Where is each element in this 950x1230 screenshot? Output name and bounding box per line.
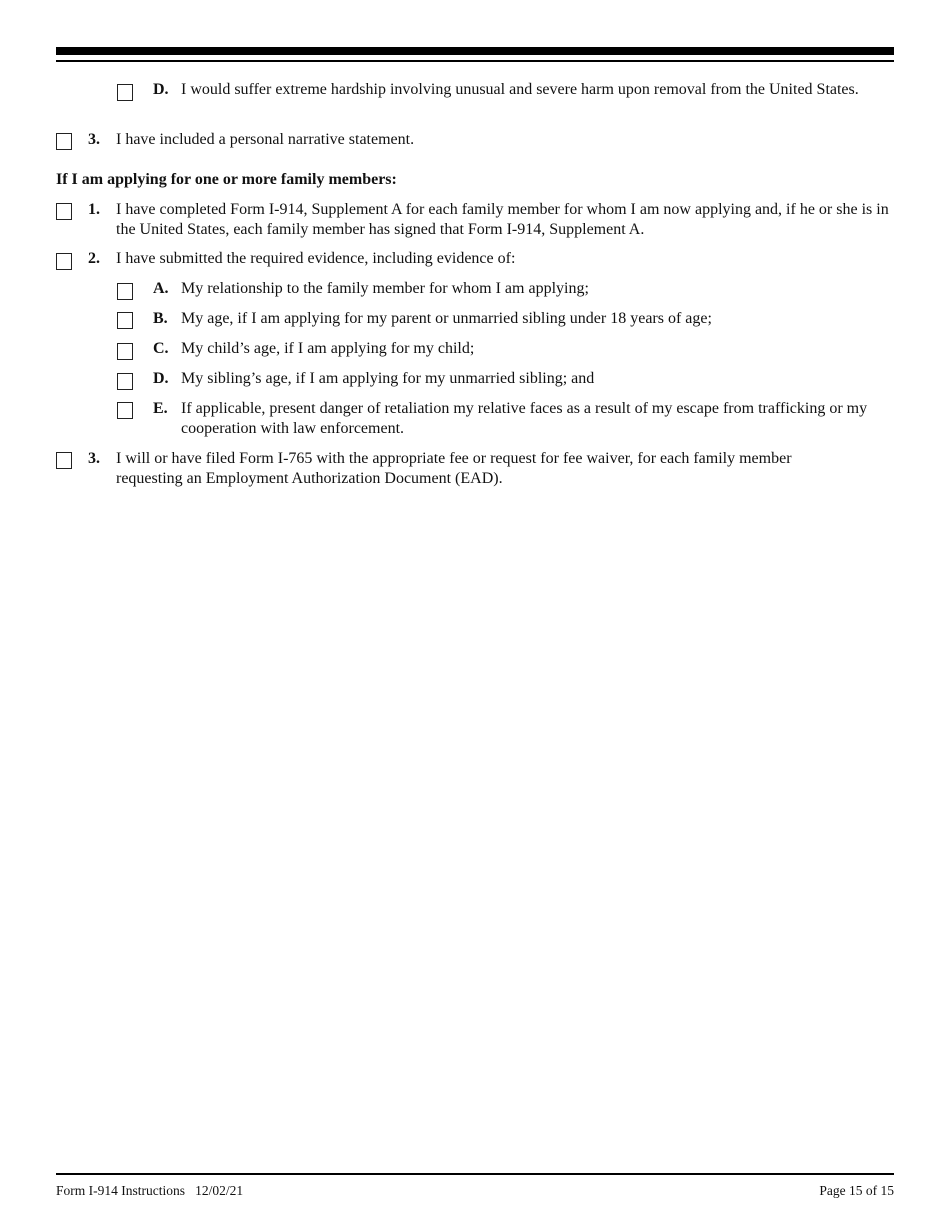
item-text: I would suffer extreme hardship involving unusual and severe harm upon removal from the United States. [181, 81, 859, 98]
checkbox-d-sibling[interactable] [117, 373, 133, 390]
item-label: D. [153, 370, 169, 387]
footer-rule [56, 1173, 894, 1175]
checkbox-3-narrative[interactable] [56, 133, 72, 150]
item-label: B. [153, 310, 168, 327]
item-label: D. [153, 81, 169, 98]
checkbox-c-child[interactable] [117, 343, 133, 360]
checkbox-a-relationship[interactable] [117, 283, 133, 300]
item-label: A. [153, 280, 169, 297]
item-label: 1. [88, 201, 100, 218]
item-text: I have completed Form I-914, Supplement A for each family member for whom I am now applying and, if he or she is in the United States, each family member has signed that Form I-914, Supplement A. [116, 201, 889, 238]
checkbox-e-danger[interactable] [117, 402, 133, 419]
section-heading: If I am applying for one or more family members: [56, 171, 397, 188]
checkbox-d-hardship[interactable] [117, 84, 133, 101]
item-label: 2. [88, 250, 100, 267]
item-text: My age, if I am applying for my parent or unmarried sibling under 18 years of age; [181, 310, 712, 327]
item-text: My sibling’s age, if I am applying for my unmarried sibling; and [181, 370, 595, 387]
top-rule-thin [56, 60, 894, 62]
item-label: 3. [88, 131, 100, 148]
item-text: I will or have filed Form I-765 with the appropriate fee or request for fee waiver, for each family member requesting an Employment Authorization Document (EAD). [116, 450, 792, 487]
checkbox-2-evidence[interactable] [56, 253, 72, 270]
item-text: I have submitted the required evidence, including evidence of: [116, 250, 516, 267]
checkbox-b-age[interactable] [117, 312, 133, 329]
top-rule-thick [56, 47, 894, 55]
checkbox-1-supplement[interactable] [56, 203, 72, 220]
item-label: C. [153, 340, 169, 357]
item-label: 3. [88, 450, 100, 467]
footer-page-number: Page 15 of 15 [819, 1183, 894, 1198]
item-text: If applicable, present danger of retaliation my relative faces as a result of my escape from trafficking or my cooperation with law enforcement. [181, 400, 868, 437]
item-label: E. [153, 400, 168, 417]
item-text: I have included a personal narrative statement. [116, 131, 415, 148]
item-text: My child’s age, if I am applying for my child; [181, 340, 475, 357]
item-text: My relationship to the family member for whom I am applying; [181, 280, 589, 297]
footer-form-name: Form I-914 Instructions 12/02/21 [56, 1183, 244, 1198]
checkbox-3-i765[interactable] [56, 452, 72, 469]
